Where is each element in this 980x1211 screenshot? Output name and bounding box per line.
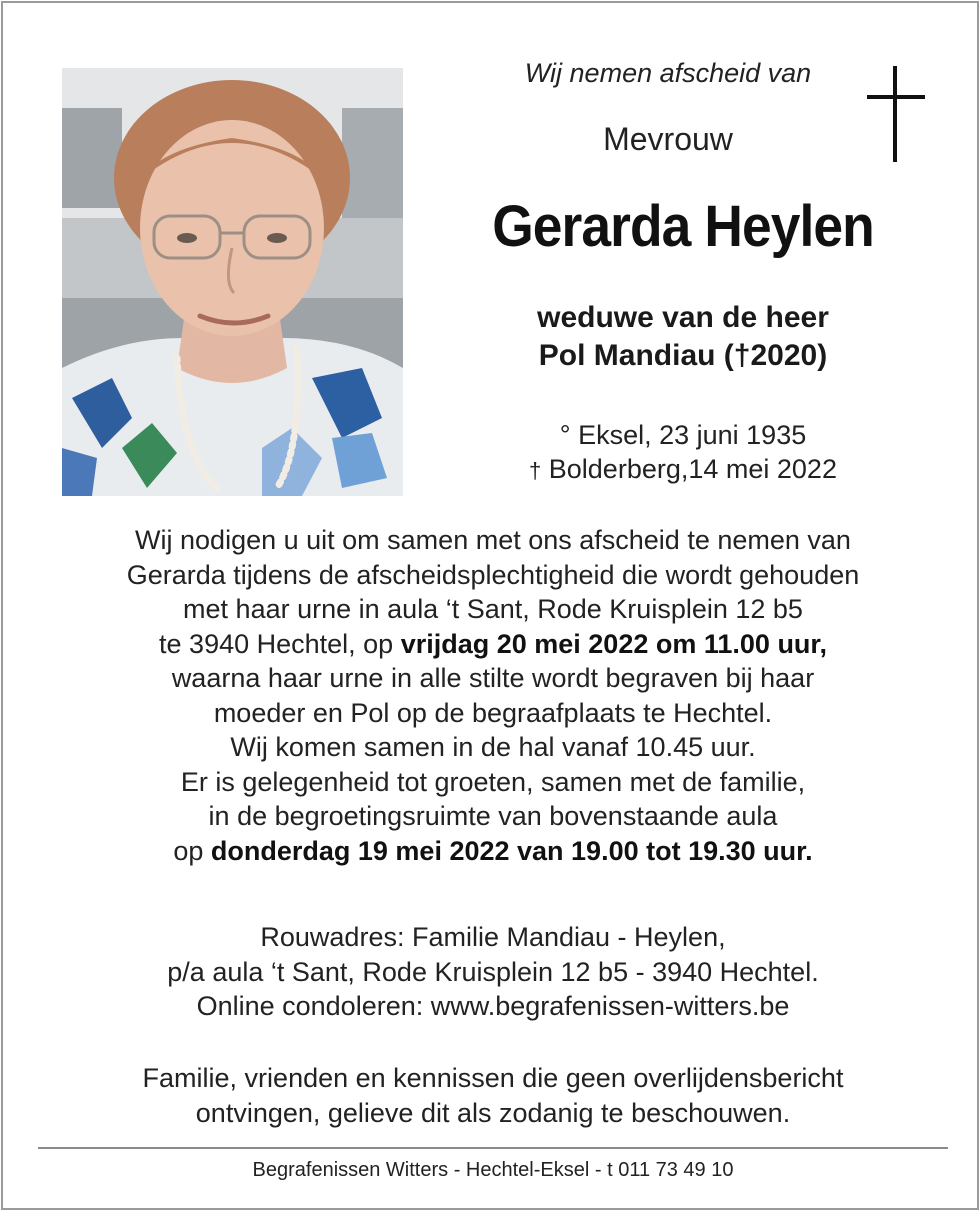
body-line: in de begroetingsruimte van bovenstaande aula (208, 801, 778, 831)
obituary-card (1, 1, 979, 1210)
body-line (23, 627, 963, 662)
death-date-line (473, 452, 893, 488)
body-line: met haar urne in aula ‘t Sant, Rode Kruisplein 12 b5 (183, 594, 803, 624)
honorific: Mevrouw (603, 121, 733, 157)
funeral-home-footer: Begrafenissen Witters - Hechtel-Eksel - t 011 73 49 10 (252, 1159, 734, 1181)
address-line: p/a aula ‘t Sant, Rode Kruisplein 12 b5 - 3940 Hechtel. (167, 956, 819, 987)
body-line-prefix: te 3940 Hechtel, op (159, 628, 401, 659)
notice-line: Familie, vrienden en kennissen die geen overlijdensbericht (142, 1063, 844, 1093)
notice-text (23, 1061, 963, 1130)
death-date: Bolderberg,14 mei 2022 (541, 454, 837, 484)
body-line: Gerarda tijdens de afscheidsplechtigheid die wordt gehouden (126, 559, 860, 590)
notice-line: ontvingen, gelieve dit als zodanig te beschouwen. (195, 1097, 791, 1128)
deceased-name: Gerarda Heylen (492, 194, 874, 259)
dagger-icon: † (529, 458, 542, 483)
ceremony-date: vrijdag 20 mei 2022 om 11.00 uur, (400, 628, 827, 659)
body-line: moeder en Pol op de begraafplaats te Hechtel. (213, 697, 773, 728)
body-line: waarna haar urne in alle stilte wordt begraven bij haar (171, 663, 815, 693)
spouse-line-2: Pol Mandiau (†2020) (538, 339, 828, 372)
portrait-photo (62, 68, 403, 496)
condolence-link: Online condoleren: www.begrafenissen-witters.be (196, 991, 790, 1021)
spouse-line-1: weduwe van de heer (537, 301, 829, 334)
body-line (23, 834, 963, 869)
address-line: Rouwadres: Familie Mandiau - Heylen, (260, 922, 726, 952)
life-dates (473, 418, 893, 488)
mourning-address (23, 920, 963, 1024)
body-line: Wij nodigen u uit om samen met ons afscheid te nemen van (135, 525, 851, 555)
ceremony-text (23, 523, 963, 868)
visitation-date: donderdag 19 mei 2022 van 19.00 tot 19.30 uur. (210, 835, 813, 866)
body-line-prefix: op (173, 835, 211, 866)
spouse-info (443, 299, 923, 375)
body-line: Wij komen samen in de hal vanaf 10.45 uur. (230, 732, 756, 762)
intro-text: Wij nemen afscheid van (524, 58, 812, 88)
footer-divider (38, 1147, 948, 1149)
body-line: Er is gelegenheid tot groeten, samen met de familie, (180, 766, 806, 797)
birth-date: ° Eksel, 23 juni 1935 (559, 420, 807, 450)
